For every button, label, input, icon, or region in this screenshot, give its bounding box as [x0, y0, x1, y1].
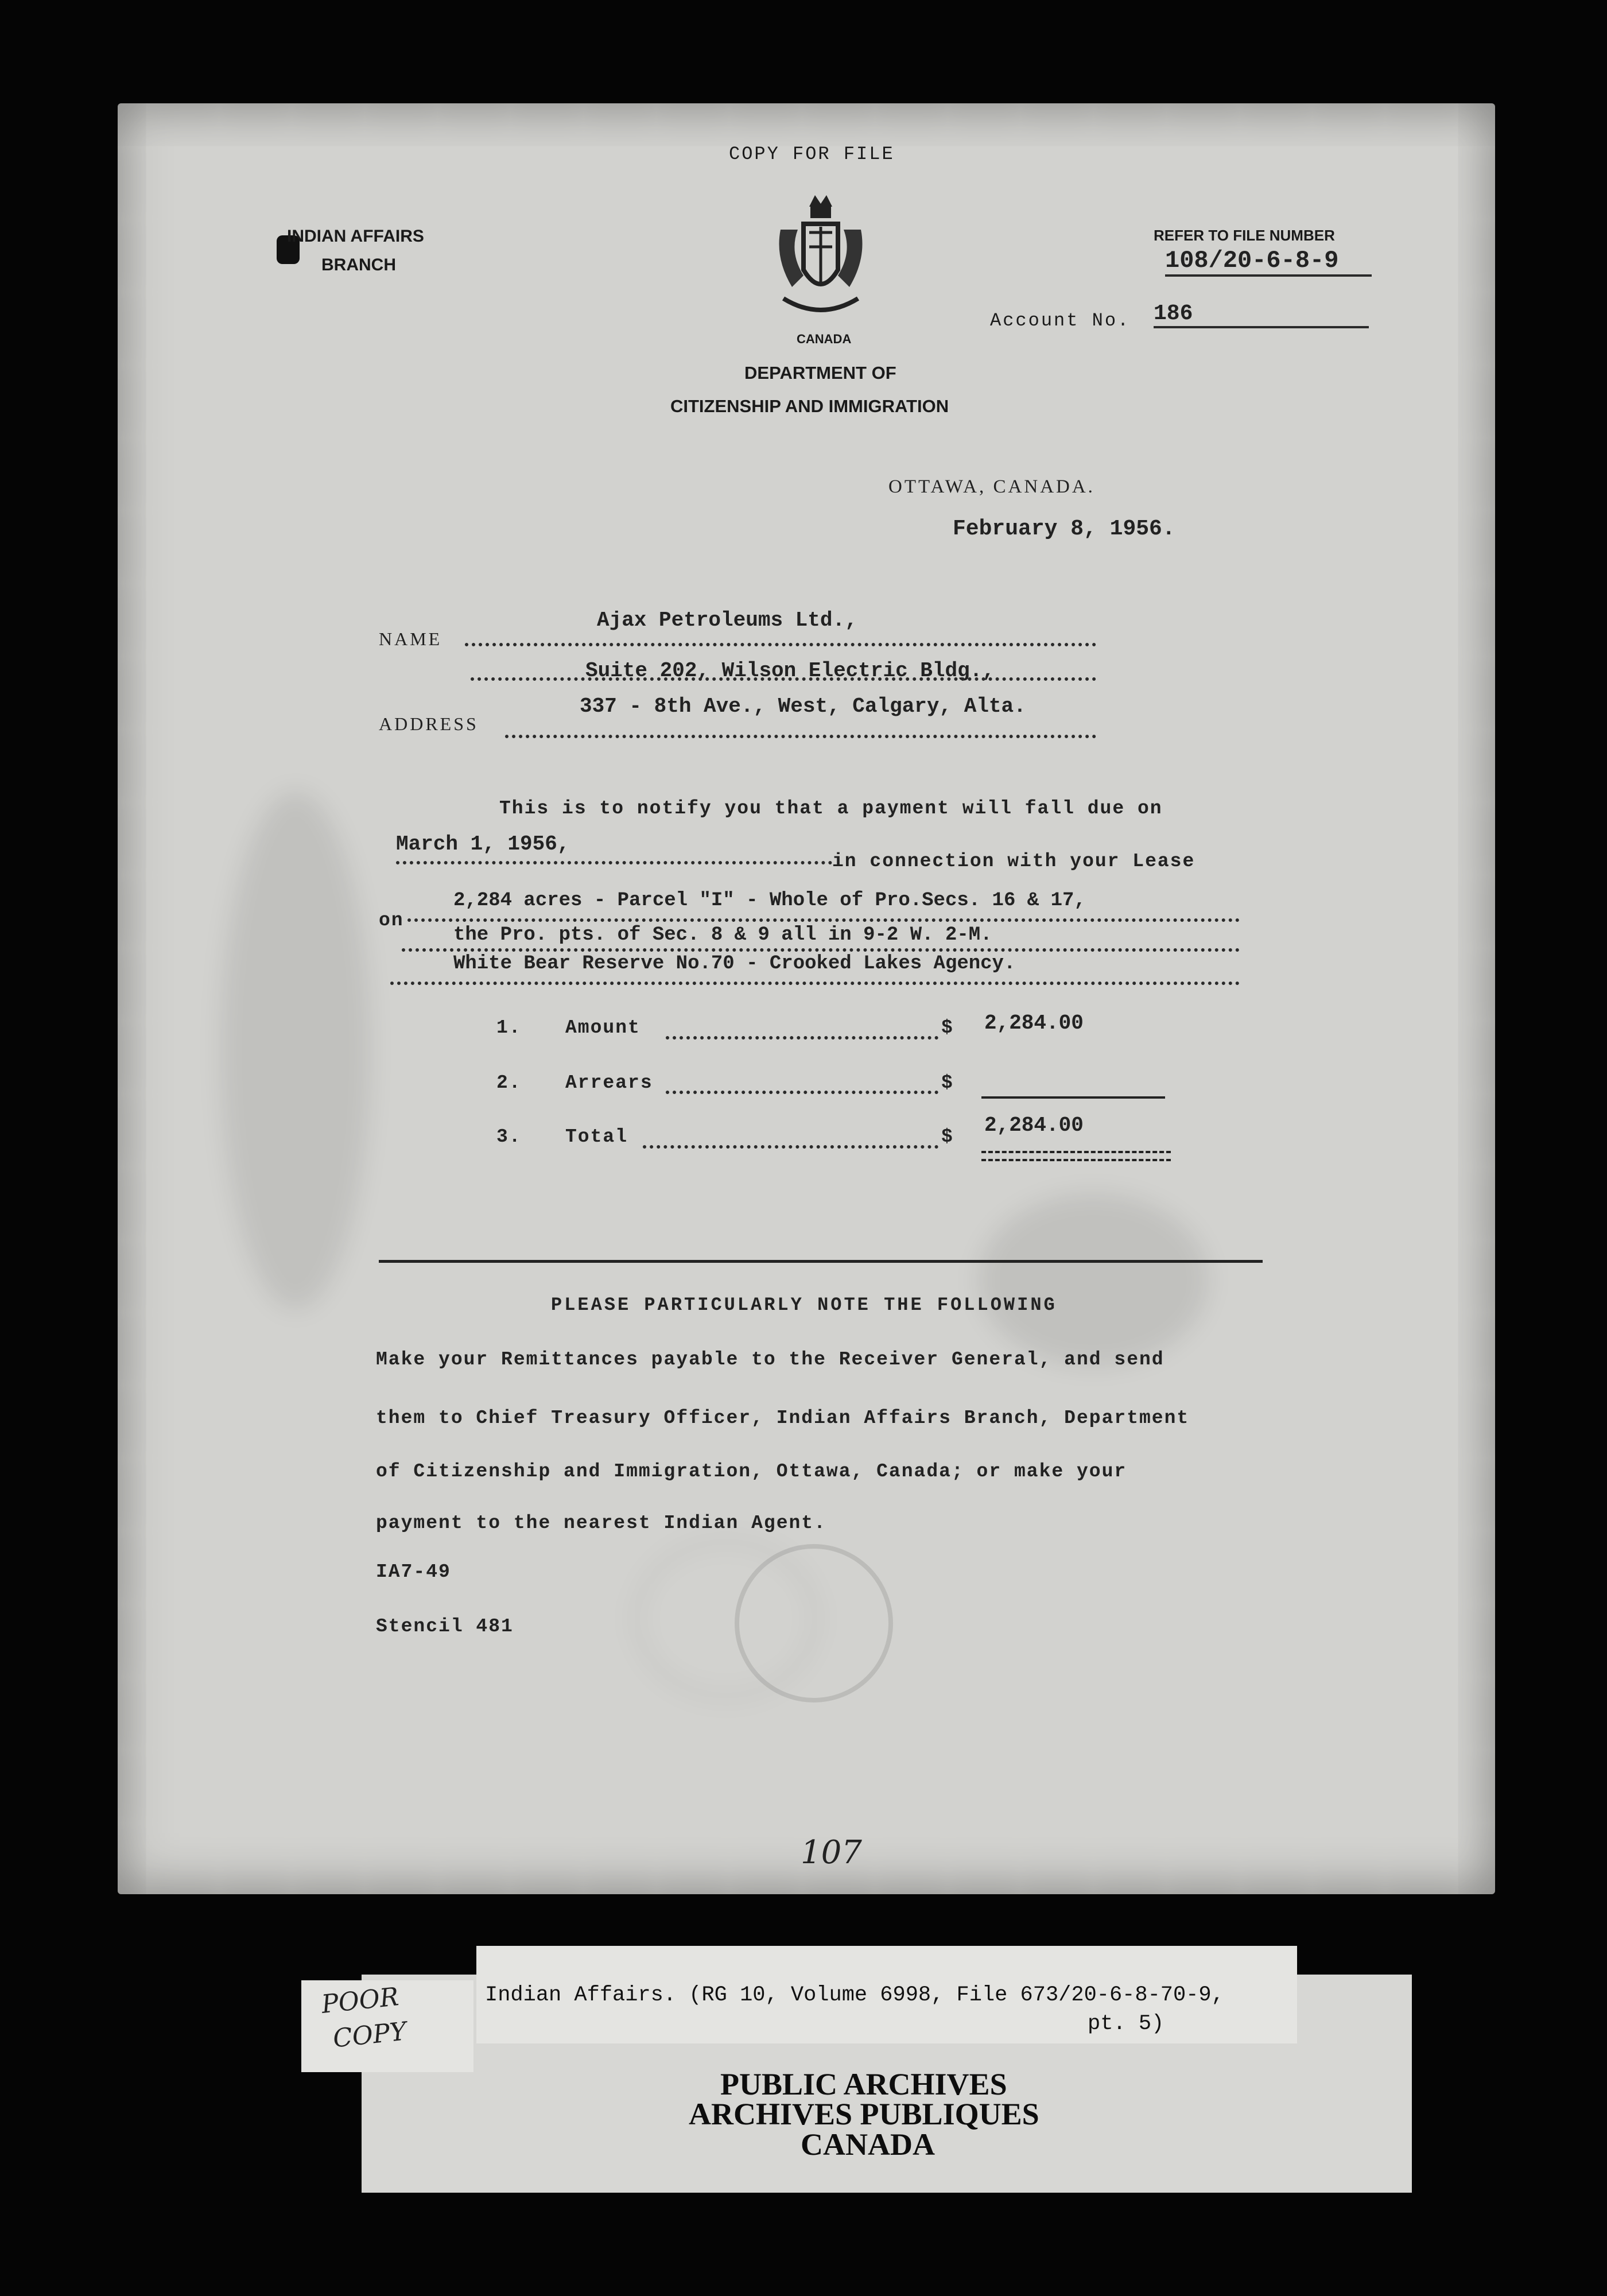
copy-for-file-label: COPY FOR FILE: [729, 144, 895, 165]
branch-line2: BRANCH: [321, 255, 396, 274]
place-label: OTTAWA, CANADA.: [888, 476, 1095, 497]
name-label: NAME: [379, 629, 442, 649]
archive-reference-line1: Indian Affairs. (RG 10, Volume 6998, File 673/20-6-8-70-9,: [485, 1983, 1224, 2007]
poor-copy-line2: COPY: [331, 2016, 408, 2054]
item-2-label: Arrears: [565, 1072, 653, 1093]
item-1-label: Amount: [565, 1017, 641, 1038]
branch-line1: INDIAN AFFAIRS: [287, 227, 424, 246]
item-2-number: 2.: [496, 1072, 522, 1093]
on-label: on: [379, 910, 404, 931]
connection-text: in connection with your Lease: [832, 851, 1195, 872]
due-date: March 1, 1956,: [396, 832, 570, 856]
crest-caption: CANADA: [797, 332, 852, 346]
lease-dotted-line2: [402, 948, 1240, 952]
department-line2: CITIZENSHIP AND IMMIGRATION: [670, 396, 949, 416]
address-line2: 337 - 8th Ave., West, Calgary, Alta.: [580, 695, 1026, 718]
instructions-line2: them to Chief Treasury Officer, Indian Affairs Branch, Department: [376, 1407, 1190, 1429]
due-date-dotted-line: [396, 861, 832, 864]
lease-line3: White Bear Reserve No.70 - Crooked Lakes Agency.: [453, 953, 1016, 975]
item-2-currency: $: [941, 1072, 954, 1093]
address-label: ADDRESS: [379, 713, 479, 734]
archive-stamp-line1: PUBLIC ARCHIVES: [720, 2067, 1007, 2101]
department-line1: DEPARTMENT OF: [744, 363, 896, 383]
item-3-label: Total: [565, 1126, 628, 1147]
item-3-currency: $: [941, 1126, 954, 1147]
archive-reference-line2: pt. 5): [1088, 2012, 1165, 2036]
archive-stamp-line3: CANADA: [801, 2127, 935, 2162]
account-number: 186: [1154, 301, 1369, 328]
address-dotted-line1: [471, 677, 1096, 681]
archive-stamp-line2: ARCHIVES PUBLIQUES: [689, 2097, 1039, 2131]
address-line1: Suite 202, Wilson Electric Bldg.,: [585, 659, 995, 682]
address-dotted-line2: [505, 735, 1096, 738]
item-3-value: 2,284.00: [984, 1114, 1084, 1137]
lease-line1: 2,284 acres - Parcel "I" - Whole of Pro.Secs. 16 & 17,: [453, 890, 1086, 912]
file-number: 108/20-6-8-9: [1165, 247, 1372, 277]
instructions-line1: Make your Remittances payable to the Receiver General, and send: [376, 1349, 1165, 1370]
account-label: Account No.: [990, 310, 1131, 331]
instructions-line4: payment to the nearest Indian Agent.: [376, 1512, 826, 1534]
canada-coat-of-arms-icon: [769, 189, 872, 333]
lease-dotted-line3: [390, 982, 1240, 985]
letter-date: February 8, 1956.: [953, 517, 1175, 541]
faded-round-stamp: [735, 1544, 893, 1702]
poor-copy-line1: POOR: [320, 1982, 401, 2019]
item-1-dotted-line: [666, 1036, 938, 1040]
item-3-dotted-line: [643, 1145, 938, 1149]
item-2-dotted-line: [666, 1091, 938, 1094]
instructions-line3: of Citizenship and Immigration, Ottawa, Canada; or make your: [376, 1461, 1127, 1482]
notice-intro: This is to notify you that a payment will fall due on: [499, 798, 1163, 819]
form-code: IA7-49: [376, 1561, 451, 1583]
total-double-underline: [981, 1151, 1171, 1161]
item-3-number: 3.: [496, 1126, 522, 1147]
stencil-code: Stencil 481: [376, 1616, 514, 1637]
addressee-name: Ajax Petroleums Ltd.,: [597, 608, 857, 632]
instructions-heading: PLEASE PARTICULARLY NOTE THE FOLLOWING: [551, 1294, 1057, 1316]
lease-line2: the Pro. pts. of Sec. 8 & 9 all in 9-2 W. 2-M.: [453, 924, 992, 946]
name-dotted-line: [465, 643, 1096, 646]
lease-dotted-line1: [407, 918, 1240, 922]
item-1-value: 2,284.00: [984, 1011, 1084, 1035]
refer-to-file-label: REFER TO FILE NUMBER: [1154, 227, 1335, 244]
item-1-currency: $: [941, 1017, 954, 1038]
arrears-underline: [981, 1096, 1165, 1099]
page-number: 107: [801, 1834, 862, 1871]
section-divider: [379, 1260, 1263, 1263]
item-1-number: 1.: [496, 1017, 522, 1038]
